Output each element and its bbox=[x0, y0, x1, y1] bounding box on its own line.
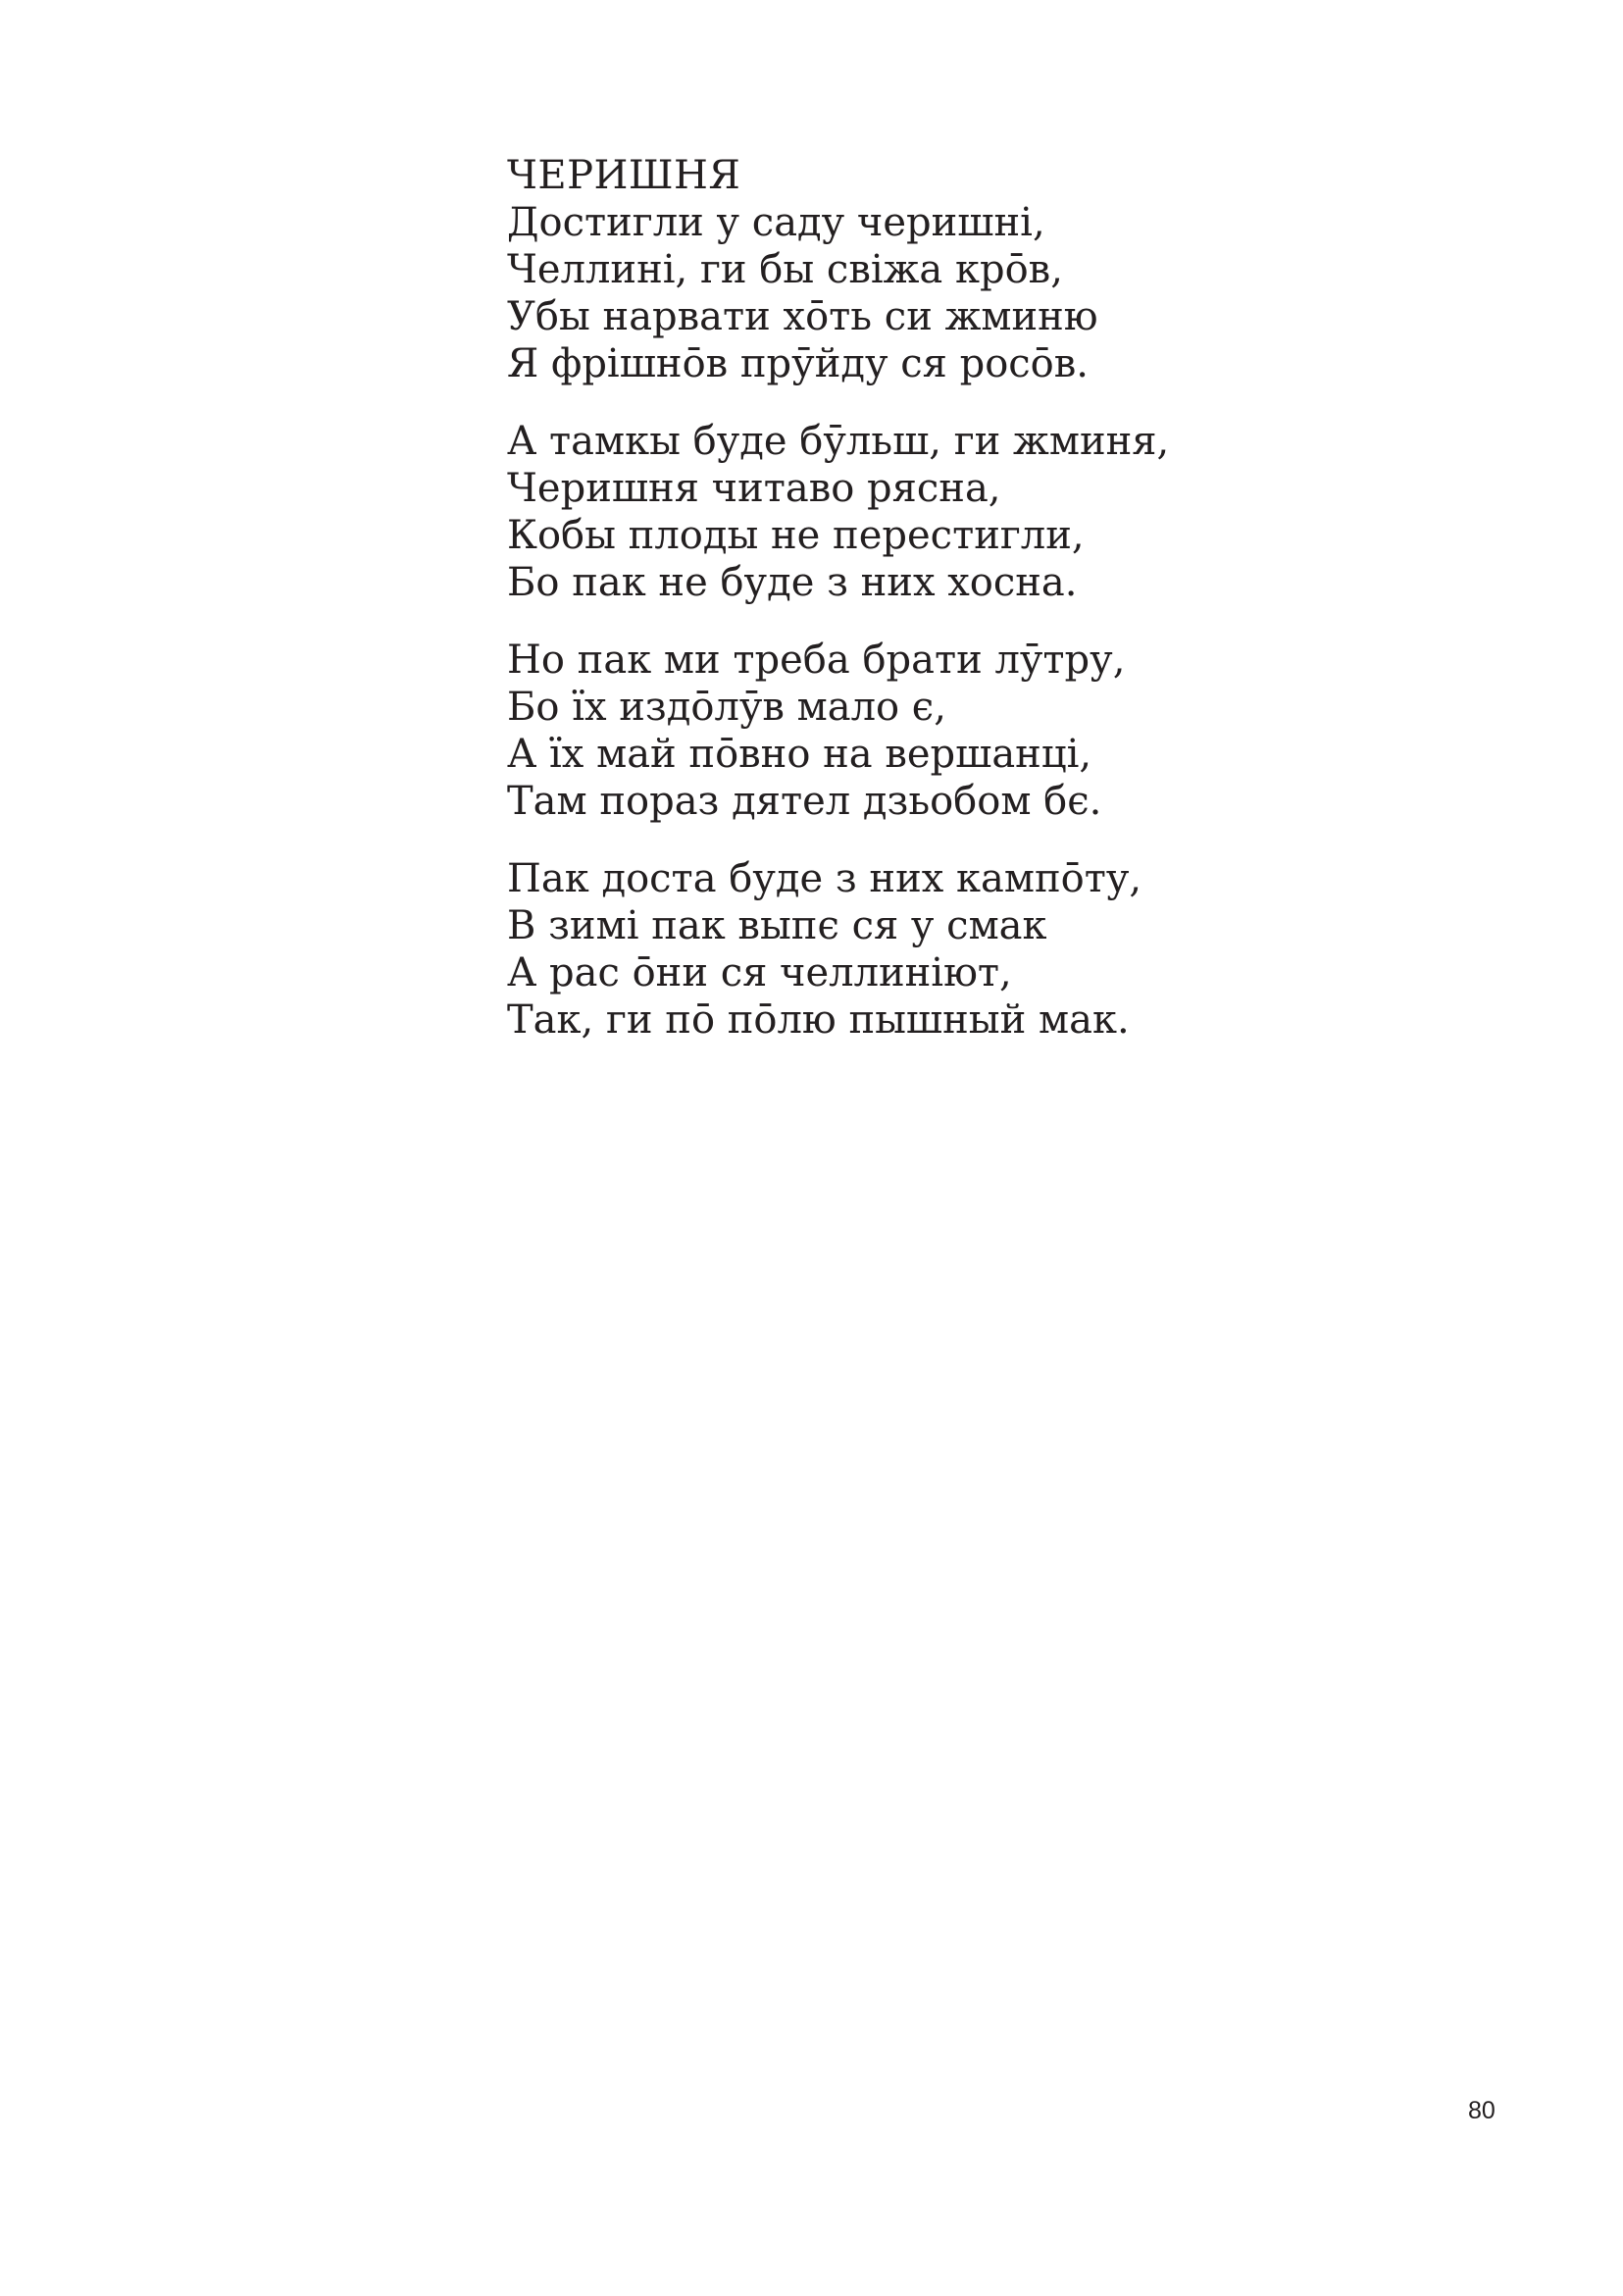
poem-line: Я фрішно̄в прӯйду ся росо̄в. bbox=[507, 341, 1089, 386]
poem-line: Бо пак не буде з них хосна. bbox=[507, 560, 1078, 605]
poem-line: Челлині, ги бы свіжа кро̄в, bbox=[507, 247, 1063, 292]
poem-line: Кобы плоды не перестигли, bbox=[507, 513, 1085, 558]
poem-line: А рас о̄ни ся челлиніют, bbox=[507, 950, 1012, 995]
poem-line: Там пораз дятел дзьобом бє. bbox=[507, 779, 1102, 824]
poem-line: Бо їх издо̄лӯв мало є, bbox=[507, 685, 946, 730]
stanza-2 bbox=[507, 418, 1390, 606]
poem-line: Убы нарвати хо̄ть си жминю bbox=[507, 294, 1098, 339]
poem-line: Но пак ми треба брати лӯтру, bbox=[507, 638, 1126, 683]
poem-line: Достигли у саду черишні, bbox=[507, 200, 1045, 245]
poem-line: Черишня читаво рясна, bbox=[507, 466, 1001, 511]
stanza-1 bbox=[507, 199, 1390, 387]
stanza-3 bbox=[507, 637, 1390, 825]
poem-line: А тамкы буде бӯльш, ги жминя, bbox=[507, 419, 1170, 464]
poem-title: ЧЕРИШНЯ bbox=[507, 153, 741, 198]
stanza-4 bbox=[507, 855, 1390, 1044]
poem-line: В зимі пак выпє ся у смак bbox=[507, 903, 1047, 948]
poem-line: Так, ги по̄ по̄лю пышный мак. bbox=[507, 997, 1130, 1043]
page-number: 80 bbox=[1468, 2097, 1496, 2124]
poem bbox=[507, 152, 1390, 1074]
poem-line: Пак доста буде з них кампо̄ту, bbox=[507, 856, 1142, 901]
poem-line: А їх май по̄вно на вершанці, bbox=[507, 732, 1092, 777]
